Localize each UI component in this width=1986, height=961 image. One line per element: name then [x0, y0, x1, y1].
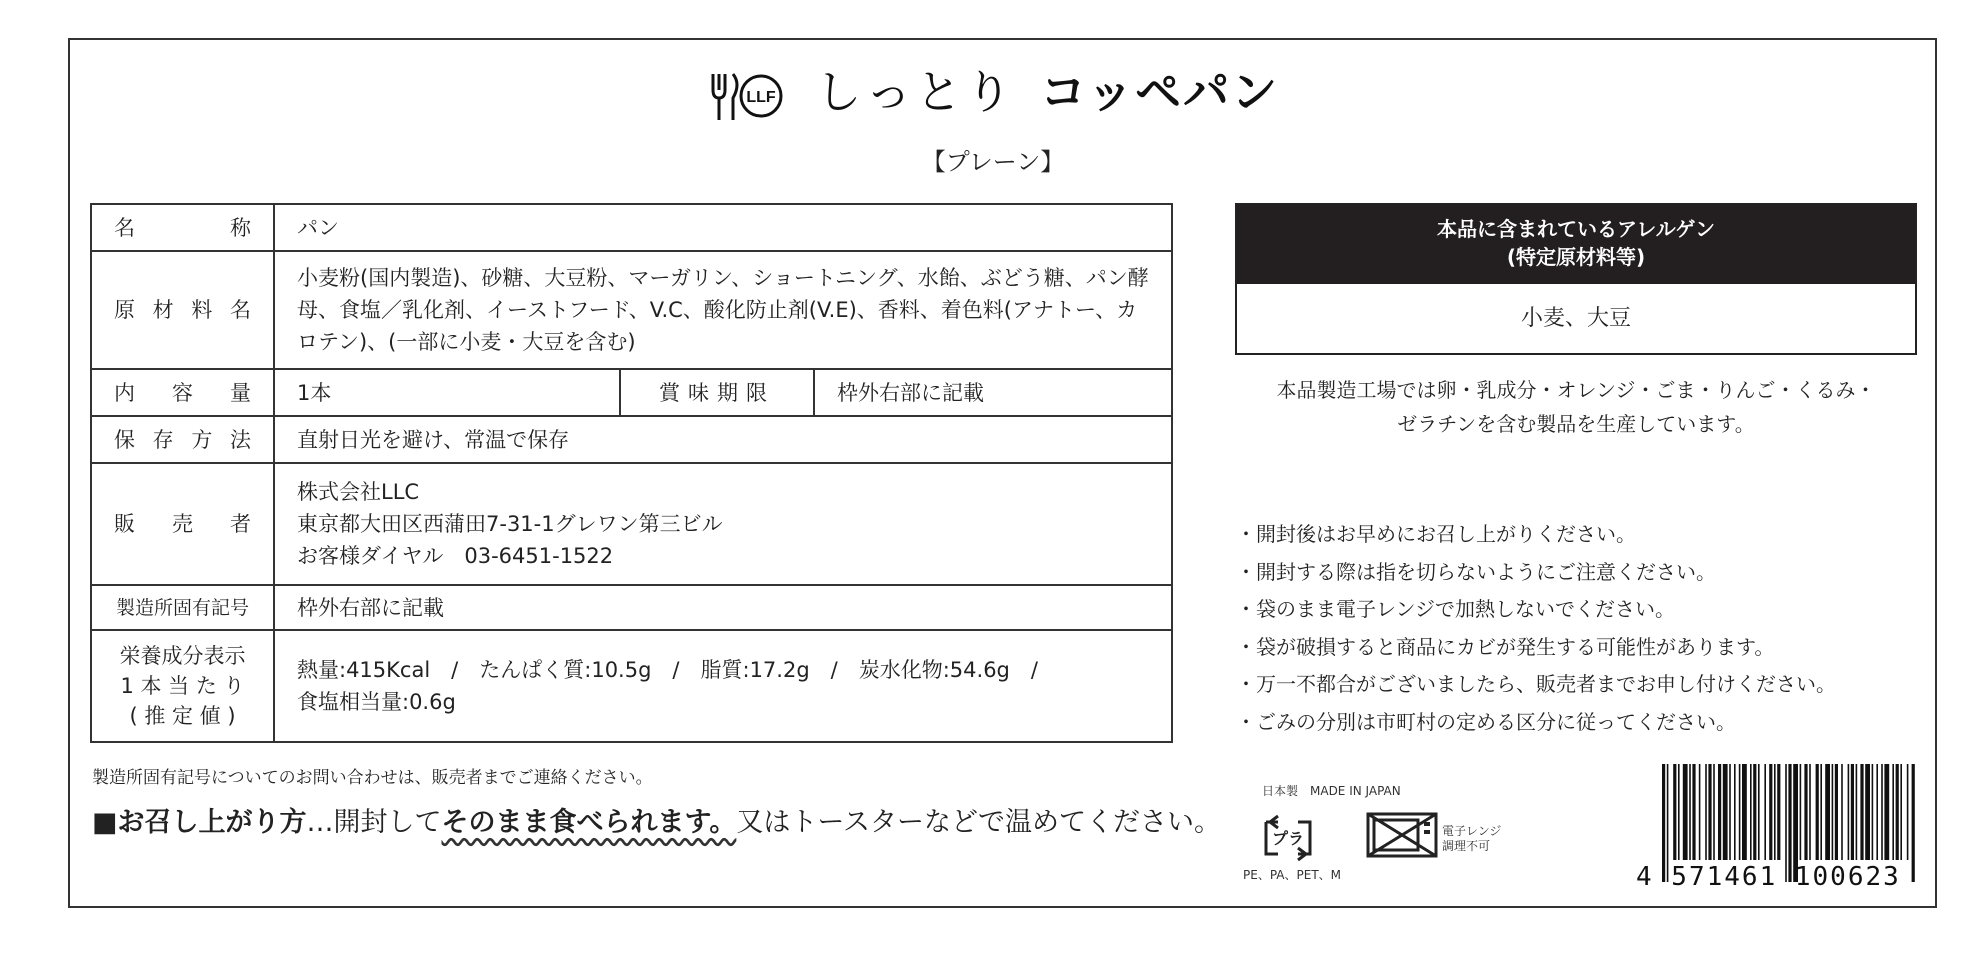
- barcode-bar: [1892, 764, 1894, 860]
- barcode-bar: [1865, 764, 1870, 860]
- ingredients-value: 小麦粉(国内製造)、砂糖、大豆粉、マーガリン、ショートニング、水飴、ぶどう糖、パン酵母、食塩／乳化剤、イーストフード、V.C、酸化防止剤(V.E)、香料、着色料(アナトー、カロテン)、(一部に小麦・大豆を含む): [274, 251, 1172, 369]
- svg-text:プラ: プラ: [1271, 831, 1305, 848]
- barcode-bar: [1825, 764, 1830, 860]
- barcode-bar: [1912, 764, 1915, 882]
- barcode-bar: [1718, 764, 1721, 860]
- factory-note: [1235, 373, 1917, 441]
- table-row: [91, 463, 1172, 585]
- barcode-bar: [1699, 764, 1701, 860]
- content-label: 内容量: [91, 369, 274, 416]
- barcode-bar: [1820, 764, 1822, 860]
- barcode-bar: [1896, 764, 1899, 860]
- title-bold: コッペパン: [1040, 65, 1280, 119]
- seller-phone: お客様ダイヤル 03-6451-1522: [297, 544, 614, 568]
- barcode-bar: [1705, 764, 1707, 860]
- barcode-bar: [1809, 764, 1811, 860]
- barcode-bar: [1860, 764, 1863, 860]
- storage-label: 保存方法: [91, 416, 274, 463]
- barcode-bar: [1907, 764, 1909, 860]
- barcode-bar: [1876, 764, 1878, 860]
- factory-code-value: 枠外右部に記載: [274, 585, 1172, 630]
- barcode-bar: [1739, 764, 1741, 860]
- barcode-bar: [1750, 764, 1752, 860]
- seller-label: 販売者: [91, 463, 274, 585]
- howto-heading: ■お召し上がり方: [92, 807, 307, 838]
- howto-mid: …開封して: [306, 807, 442, 838]
- barcode-bar: [1713, 764, 1715, 860]
- list-item: ・ごみの分別は市町村の定める区分に従ってください。: [1236, 709, 1736, 734]
- name-label: 名 称: [91, 204, 274, 251]
- allergy-value: 小麦、大豆: [1520, 306, 1631, 331]
- nutrition-label: [91, 630, 274, 742]
- list-item: ・開封する際は指を切らないようにご注意ください。: [1236, 559, 1716, 584]
- seller-address: 東京都大田区西蒲田7-31-1グレワン第三ビル: [297, 512, 723, 536]
- barcode-bar: [1692, 764, 1695, 860]
- barcode-bar: [1851, 764, 1854, 860]
- table-row: [91, 251, 1172, 369]
- barcode-bar: [1683, 764, 1688, 860]
- barcode-bar: [1835, 764, 1838, 860]
- barcode-bar: [1848, 764, 1850, 860]
- barcode-bar: [1881, 764, 1883, 860]
- allergy-heading: [1237, 205, 1915, 284]
- factory-note-line: 本品製造工場では卵・乳成分・オレンジ・ごま・りんご・くるみ・: [1276, 378, 1876, 402]
- ingredients-label: 原材料名: [91, 251, 274, 369]
- barcode-bar: [1678, 764, 1680, 860]
- barcode-bar: [1900, 764, 1902, 860]
- microwave-label-line: 調理不可: [1442, 839, 1491, 853]
- allergy-heading-line: (特定原材料等): [1506, 245, 1646, 269]
- barcode-bar: [1769, 764, 1772, 860]
- barcode-bar: [1872, 764, 1874, 860]
- title-light: しっとり: [815, 65, 1016, 119]
- nutrition-line: 食塩相当量:0.6g: [297, 690, 456, 714]
- allergy-box: [1235, 203, 1917, 355]
- microwave-label-line: 電子レンジ: [1442, 824, 1502, 838]
- list-item: ・袋が破損すると商品にカビが発生する可能性があります。: [1236, 634, 1775, 659]
- barcode-bar: [1884, 764, 1889, 860]
- table-row: [91, 630, 1172, 742]
- table-row: [91, 204, 1172, 251]
- list-item: ・万一不都合がございましたら、販売者までお申し付けください。: [1236, 672, 1836, 696]
- svg-text:LLF: LLF: [746, 88, 776, 106]
- no-microwave-icon: [1364, 808, 1440, 862]
- list-item: ・開封後はお早めにお召し上がりください。: [1236, 522, 1636, 546]
- barcode-bar: [1856, 764, 1858, 860]
- nutrition-label-line: ( 推 定 値 ): [129, 704, 236, 728]
- product-title: [0, 62, 1986, 124]
- barcode-bar: [1753, 764, 1756, 860]
- factory-note-line: ゼラチンを含む製品を生産しています。: [1397, 412, 1755, 436]
- variant-label: 【プレーン】: [921, 148, 1065, 176]
- how-to-eat: [92, 800, 1221, 839]
- barcode-bar: [1689, 764, 1691, 860]
- barcode-bar: [1800, 764, 1802, 860]
- barcode-bar: [1816, 764, 1819, 860]
- howto-emphasis: そのまま食べられます。: [441, 807, 737, 838]
- made-in-label: 日本製 MADE IN JAPAN: [1262, 784, 1401, 798]
- nutrition-line: 熱量:415Kcal / たんぱく質:10.5g / 脂質:17.2g / 炭水化物:54.6g /: [297, 658, 1038, 682]
- table-row: [91, 369, 1172, 416]
- best-before-label: 賞味期限: [620, 369, 814, 416]
- barcode-bar: [1673, 764, 1676, 860]
- seller-value: [274, 463, 1172, 585]
- barcode-bar: [1841, 764, 1843, 860]
- storage-value: 直射日光を避け、常温で保存: [274, 416, 1172, 463]
- name-value: パン: [274, 204, 1172, 251]
- inquiry-note: 製造所固有記号についてのお問い合わせは、販売者までご連絡ください。: [92, 768, 653, 788]
- barcode-bar: [1723, 764, 1728, 860]
- barcode-bar: [1804, 764, 1807, 860]
- seller-company: 株式会社LLC: [297, 480, 420, 504]
- barcode-number: 4 571461 100623: [1636, 862, 1901, 892]
- barcode-bar: [1832, 764, 1834, 860]
- food-label-table: [90, 203, 1173, 743]
- barcode-bar: [1734, 764, 1736, 860]
- barcode-bar: [1758, 764, 1760, 860]
- barcode-bar: [1774, 764, 1776, 860]
- list-item: ・袋のまま電子レンジで加熱しないでください。: [1236, 597, 1675, 621]
- nutrition-label-line: 1 本 当 た り: [120, 674, 245, 698]
- best-before-value: 枠外右部に記載: [814, 369, 1172, 416]
- barcode-bar: [1764, 764, 1766, 860]
- plastic-recycle-icon: [1258, 808, 1318, 868]
- table-row: [91, 585, 1172, 630]
- recycle-materials: PE、PA、PET、M: [1243, 868, 1341, 882]
- nutrition-value: [274, 630, 1172, 742]
- content-value: 1本: [274, 369, 620, 416]
- microwave-warning-label: [1442, 824, 1501, 854]
- fork-knife-logo-icon: [707, 68, 787, 124]
- allergy-heading-line: 本品に含まれているアレルゲン: [1437, 217, 1715, 241]
- factory-code-label: 製造所固有記号: [91, 585, 274, 630]
- barcode-bar: [1708, 764, 1711, 860]
- caution-list: [1236, 516, 1836, 741]
- howto-tail: 又はトースターなどで温めてください。: [736, 807, 1222, 838]
- table-row: [91, 416, 1172, 463]
- barcode-bar: [1729, 764, 1731, 860]
- barcode-bar: [1777, 764, 1780, 860]
- barcode-bar: [1742, 764, 1747, 860]
- nutrition-label-line: 栄養成分表示: [119, 644, 246, 668]
